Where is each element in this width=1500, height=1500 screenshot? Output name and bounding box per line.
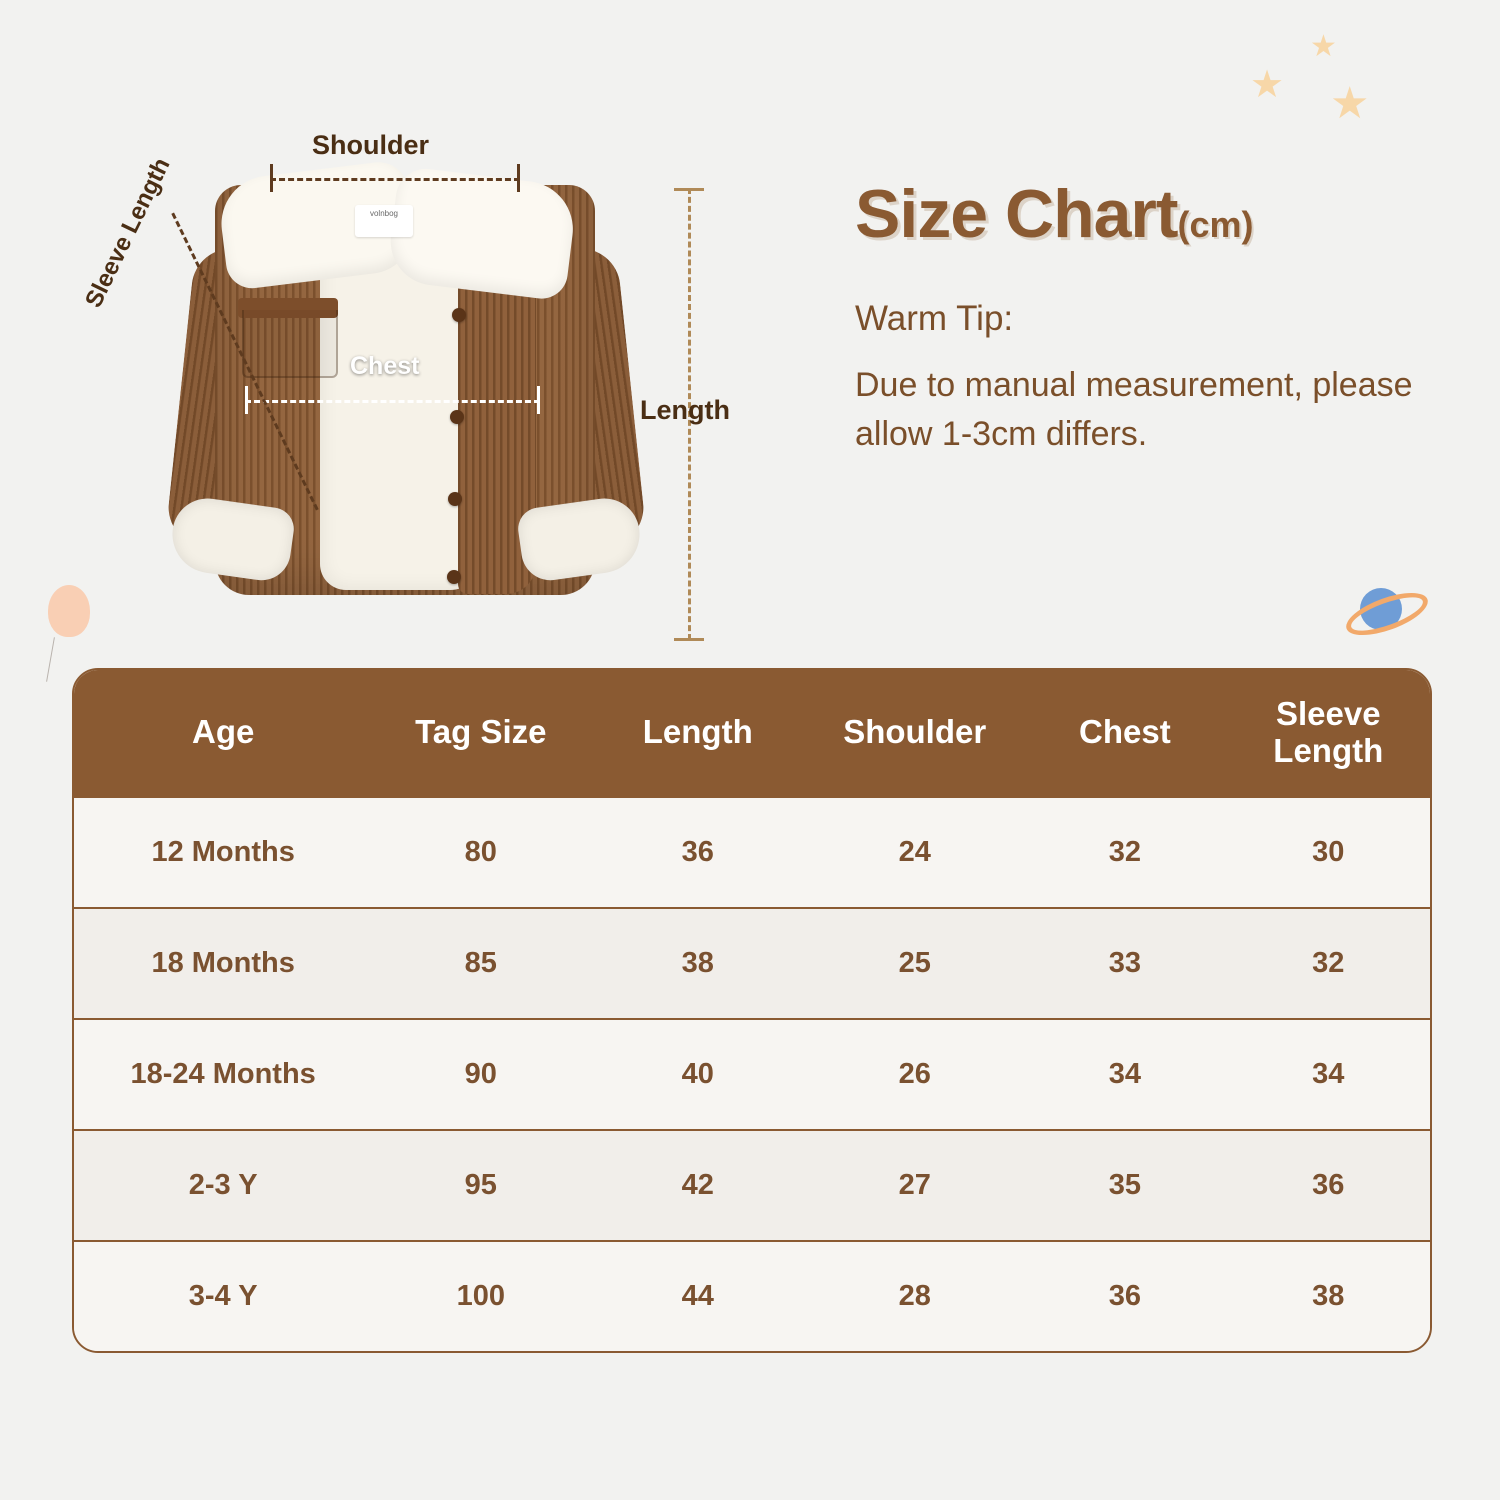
cell-sleeve-length: 32	[1227, 908, 1430, 1019]
column-header-chest: Chest	[1023, 670, 1226, 797]
jacket-pocket	[242, 310, 338, 378]
length-tick-top	[674, 188, 704, 191]
cell-age: 18-24 Months	[74, 1019, 372, 1130]
cell-age: 3-4 Y	[74, 1241, 372, 1351]
cell-chest: 36	[1023, 1241, 1226, 1351]
warm-tip-body: Due to manual measurement, please allow 1-3cm differs.	[855, 366, 1413, 454]
chest-tick-right	[537, 386, 540, 414]
cell-sleeve-length: 38	[1227, 1241, 1430, 1351]
cell-chest: 33	[1023, 908, 1226, 1019]
cell-sleeve-length: 36	[1227, 1130, 1430, 1241]
chest-tick-left	[245, 386, 248, 414]
cell-length: 36	[589, 797, 806, 908]
star-icon: ★	[1330, 79, 1370, 128]
cell-age: 2-3 Y	[74, 1130, 372, 1241]
brand-tag: volnbog	[355, 205, 413, 237]
cell-chest: 32	[1023, 797, 1226, 908]
info-block	[855, 175, 1455, 460]
warm-tip-label: Warm Tip:	[855, 299, 1014, 338]
cell-chest: 35	[1023, 1130, 1226, 1241]
table-header-row	[74, 670, 1430, 797]
chest-measure-line	[245, 400, 540, 403]
cell-shoulder: 25	[806, 908, 1023, 1019]
cell-tag-size: 90	[372, 1019, 589, 1130]
column-header-shoulder: Shoulder	[806, 670, 1023, 797]
cell-sleeve-length: 30	[1227, 797, 1430, 908]
shoulder-tick-left	[270, 164, 273, 192]
column-header-length: Length	[589, 670, 806, 797]
cell-shoulder: 24	[806, 797, 1023, 908]
sleeve-annotation-label: Sleeve Length	[80, 153, 176, 312]
size-table-head	[74, 670, 1430, 797]
shoulder-tick-right	[517, 164, 520, 192]
star-icon: ★	[1250, 64, 1285, 106]
cell-sleeve-length: 34	[1227, 1019, 1430, 1130]
page-title-text: Size Chart	[855, 176, 1178, 252]
column-header-sleeve-length: Sleeve Length	[1227, 670, 1430, 797]
cell-age: 18 Months	[74, 908, 372, 1019]
cell-length: 42	[589, 1130, 806, 1241]
jacket-cuff-right	[515, 494, 644, 584]
page-title	[855, 175, 1455, 253]
cell-tag-size: 100	[372, 1241, 589, 1351]
top-section	[0, 0, 1500, 650]
star-icon: ★	[1310, 30, 1337, 63]
size-table	[74, 670, 1430, 1351]
size-table-body	[74, 797, 1430, 1351]
chest-annotation-label: Chest	[350, 352, 420, 380]
cell-tag-size: 95	[372, 1130, 589, 1241]
jacket-button	[450, 410, 464, 424]
jacket-button	[447, 570, 461, 584]
table-row	[74, 908, 1430, 1019]
column-header-tag-size: Tag Size	[372, 670, 589, 797]
cell-shoulder: 26	[806, 1019, 1023, 1130]
column-header-age: Age	[74, 670, 372, 797]
jacket-button	[452, 308, 466, 322]
cell-tag-size: 85	[372, 908, 589, 1019]
cell-tag-size: 80	[372, 797, 589, 908]
cell-length: 40	[589, 1019, 806, 1130]
cell-shoulder: 28	[806, 1241, 1023, 1351]
cell-length: 44	[589, 1241, 806, 1351]
page-title-unit: (cm)	[1177, 204, 1254, 245]
table-row	[74, 1019, 1430, 1130]
jacket-cuff-left	[167, 494, 296, 584]
cell-length: 38	[589, 908, 806, 1019]
balloon-string-icon	[46, 637, 55, 681]
jacket-button	[448, 492, 462, 506]
table-row	[74, 797, 1430, 908]
size-chart-table	[72, 668, 1432, 1353]
table-row	[74, 1241, 1430, 1351]
length-annotation-label: Length	[640, 395, 730, 425]
cell-chest: 34	[1023, 1019, 1226, 1130]
cell-shoulder: 27	[806, 1130, 1023, 1241]
garment-illustration	[40, 60, 760, 620]
cell-age: 12 Months	[74, 797, 372, 908]
length-tick-bottom	[674, 638, 704, 641]
table-row	[74, 1130, 1430, 1241]
shoulder-measure-line	[270, 178, 520, 181]
shoulder-annotation-label: Shoulder	[312, 130, 430, 160]
